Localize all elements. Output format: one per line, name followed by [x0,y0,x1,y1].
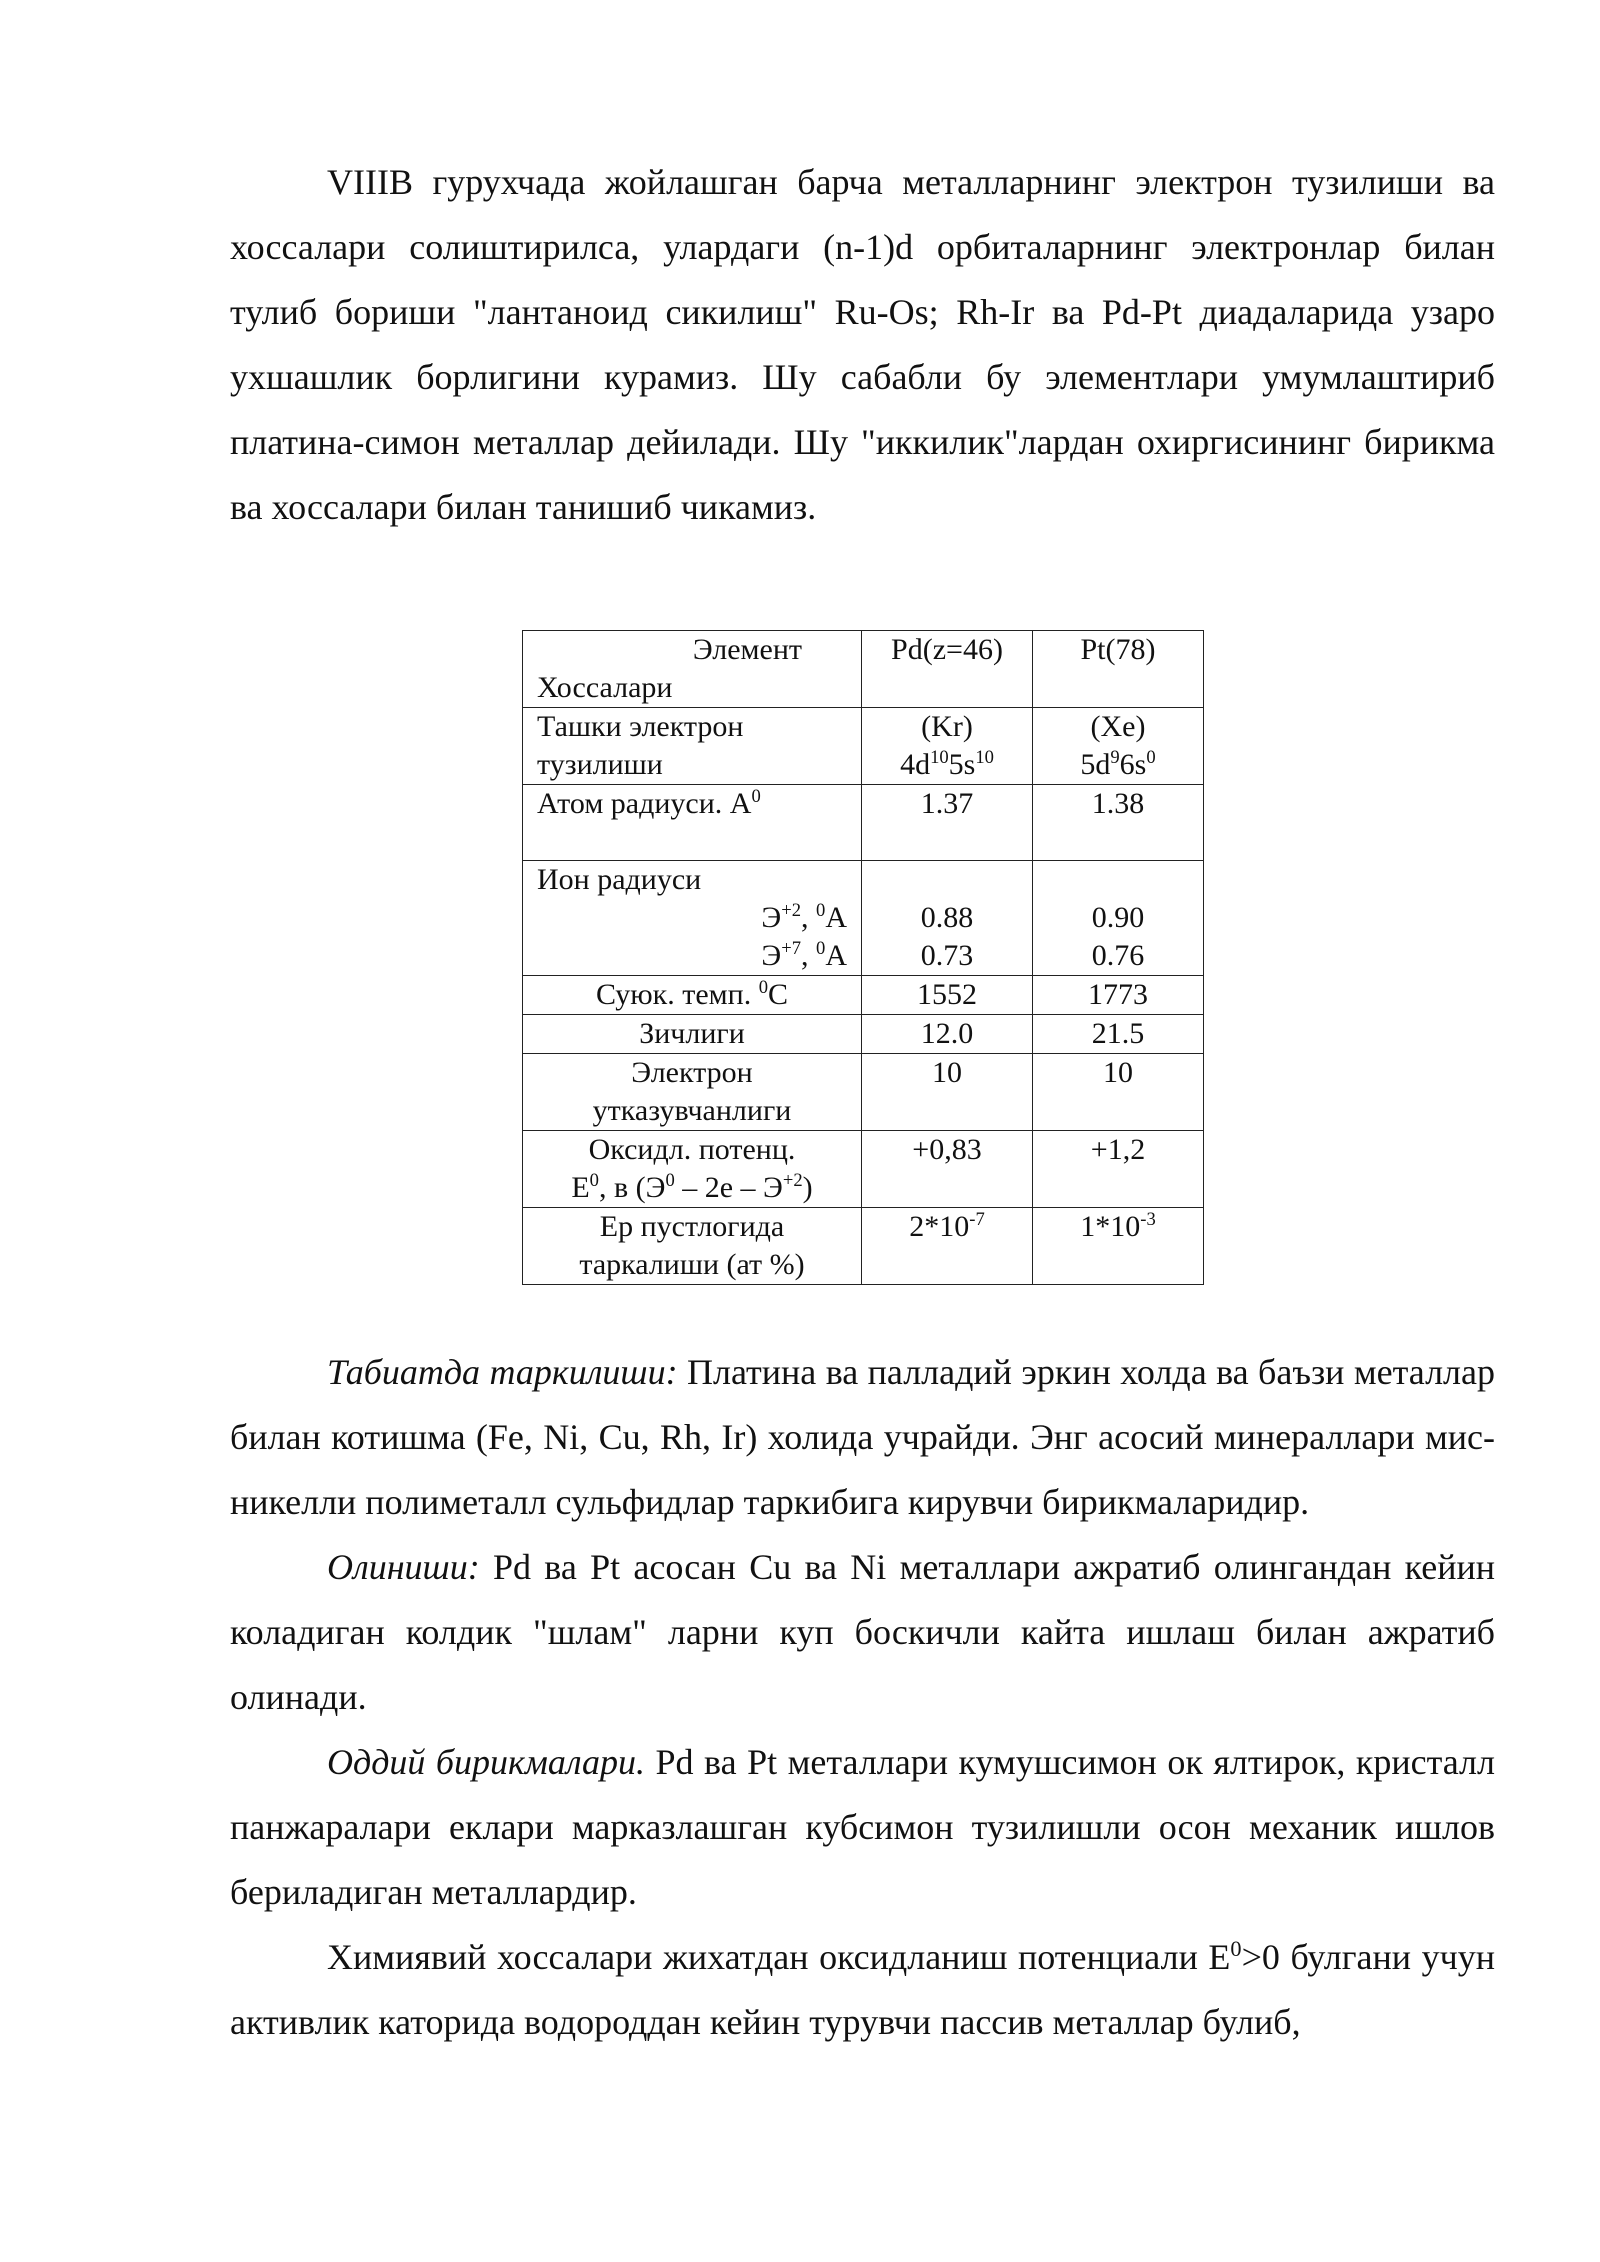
value-part: 6s [1119,748,1147,781]
cell-pt-atom-radius: 1.38 [1033,785,1204,861]
superscript: 0 [1230,1936,1242,1961]
table-row [523,631,1204,708]
label-line: Ташки электрон [537,710,744,743]
row-label-ion-radius [523,861,862,976]
chemical-properties-paragraph [230,1925,1495,2055]
value-part: 5s [948,748,976,781]
superscript: 0 [665,1170,675,1191]
cell-pt-crust-abundance [1033,1208,1204,1285]
table-row [523,708,1204,785]
cell-pt-density: 21.5 [1033,1015,1204,1054]
header-cell [523,631,862,708]
chemical-text-a: Химиявий хоссалари жихатдан оксидланиш потенциали Е [327,1937,1231,1977]
document-page [230,150,1495,2055]
label-part: , [801,939,817,972]
cell-pd-conductivity: 10 [862,1054,1033,1131]
row-label-density: Зичлиги [523,1015,862,1054]
label-line [537,1169,847,1207]
cell-pt-melting-temp: 1773 [1033,976,1204,1015]
label-part: ) [802,1171,813,1204]
table-row [523,1131,1204,1208]
superscript: 0 [758,977,768,998]
production-paragraph [230,1535,1495,1730]
cell-pt-electron-config [1033,708,1204,785]
simple-compounds-paragraph [230,1730,1495,1925]
value-part: 1*10 [1080,1210,1141,1243]
simple-compounds-text: Pd ва Pt металлари кумушсимон ок ялтирок, кристалл панжаралари еклари марказлашган кубсимон тузилишли осон механик ишлов бериладиган металлардир. [230,1742,1495,1912]
value-line: (Xe) [1090,710,1146,743]
label-part: , [801,901,817,934]
occurrence-heading: Табиатда таркилиши: [327,1352,678,1392]
superscript: 0 [816,938,826,959]
superscript: 10 [930,747,949,768]
value-line: 0.90 [1091,901,1145,934]
label-part: А [825,901,847,934]
cell-pd-oxidation-potential: +0,83 [862,1131,1033,1208]
cell-pd-density: 12.0 [862,1015,1033,1054]
production-heading: Олиниши: [327,1547,480,1587]
label-line: Электрон [631,1056,753,1089]
label-part: Э [761,939,782,972]
row-label-atom-radius [523,785,862,861]
cell-pd-crust-abundance [862,1208,1033,1285]
label-part: Суюк. темп. [595,978,759,1011]
table-row [523,785,1204,861]
chemical-text-b: >0 булгани учун активлик каторида водороддан кейин турувчи пассив металлар булиб, [230,1937,1495,2042]
cell-pd-melting-temp: 1552 [862,976,1033,1015]
cell-pd-ion-radius [862,861,1033,976]
value-line: (Kr) [921,710,973,743]
superscript: 0 [589,1170,599,1191]
label-line: таркалиши (ат %) [579,1248,805,1281]
superscript: +2 [782,1170,803,1191]
table-row [523,1208,1204,1285]
value-line: 0.88 [920,901,974,934]
superscript: 9 [1110,747,1120,768]
label-line: Ион радиуси [537,863,702,896]
label-line [537,899,847,937]
value-line: 0.76 [1091,939,1145,972]
label-part: С [768,978,789,1011]
value-part: 5d [1080,748,1111,781]
intro-paragraph: VIIIB гурухчада жойлашган барча металларнинг электрон тузилиши ва хоссалари солиштирилса, улардаги (n-1)d орбиталарнинг электронлар билан тулиб бориши "лантаноид сикилиш" Ru-Os; Rh-Ir ва Pd-Pt диадаларида узаро ухшашлик борлигини курамиз. Шу сабабли бу элементлари умумлаштириб платина-симон металлар дейилади. Шу "иккилик"лардан охиргисининг бирикма ва хоссалари билан танишиб чикамиз. [230,162,1495,527]
spacer [1047,861,1189,899]
label-line: Оксидл. потенц. [588,1133,796,1166]
cell-pt-ion-radius [1033,861,1204,976]
value-part: 2*10 [909,1210,970,1243]
superscript: 0 [751,786,761,807]
cell-pd-atom-radius: 1.37 [862,785,1033,861]
occurrence-text: Платина ва палладий эркин холда ва баъзи металлар билан котишма (Fe, Ni, Cu, Rh, Ir) холида учрайди. Энг асосий минераллари мис-никелли полиметалл сульфидлар таркибига кирувчи бирикмаларидир. [230,1352,1495,1522]
label-line: Ер пустлогида [599,1210,785,1243]
table-row [523,976,1204,1015]
spacer [876,861,1018,899]
header-element-label: Элемент [692,633,802,666]
column-header-pt: Pt(78) [1033,631,1204,708]
value-line [1047,746,1189,784]
superscript: -3 [1140,1209,1156,1230]
superscript: -7 [969,1209,985,1230]
table-row [523,861,1204,976]
cell-pt-conductivity: 10 [1033,1054,1204,1131]
value-line [876,746,1018,784]
row-label-electron-config [523,708,862,785]
table-row [523,1015,1204,1054]
label-part: , в (Э [598,1171,666,1204]
occurrence-paragraph [230,1340,1495,1535]
label-part: – 2е – Э [674,1171,783,1204]
label-line: тузилиши [537,748,663,781]
value-part: 4d [900,748,931,781]
superscript: 10 [975,747,994,768]
cell-pt-oxidation-potential: +1,2 [1033,1131,1204,1208]
superscript: 0 [1146,747,1156,768]
properties-table [522,630,1204,1285]
row-label-oxidation-potential [523,1131,862,1208]
label-text: Атом радиуси. А [537,787,752,820]
row-label-crust-abundance [523,1208,862,1285]
superscript: +7 [781,938,802,959]
label-line [537,937,847,975]
header-props-label: Хоссалари [537,671,673,704]
label-part: Э [761,901,782,934]
label-part: А [825,939,847,972]
table-row [523,1054,1204,1131]
row-label-melting-temp [523,976,862,1015]
row-label-conductivity [523,1054,862,1131]
label-part: Е [571,1171,590,1204]
superscript: +2 [781,900,802,921]
production-text: Pd ва Pt асосан Cu ва Ni металлари ажратиб олингандан кейин коладиган колдик "шлам" ларни куп боскичли кайта ишлаш билан ажратиб олинади. [230,1547,1495,1717]
superscript: 0 [816,900,826,921]
cell-pd-electron-config [862,708,1033,785]
column-header-pd: Pd(z=46) [862,631,1033,708]
label-line: утказувчанлиги [592,1094,792,1127]
simple-compounds-heading: Оддий бирикмалари. [327,1742,645,1782]
value-line: 0.73 [920,939,974,972]
